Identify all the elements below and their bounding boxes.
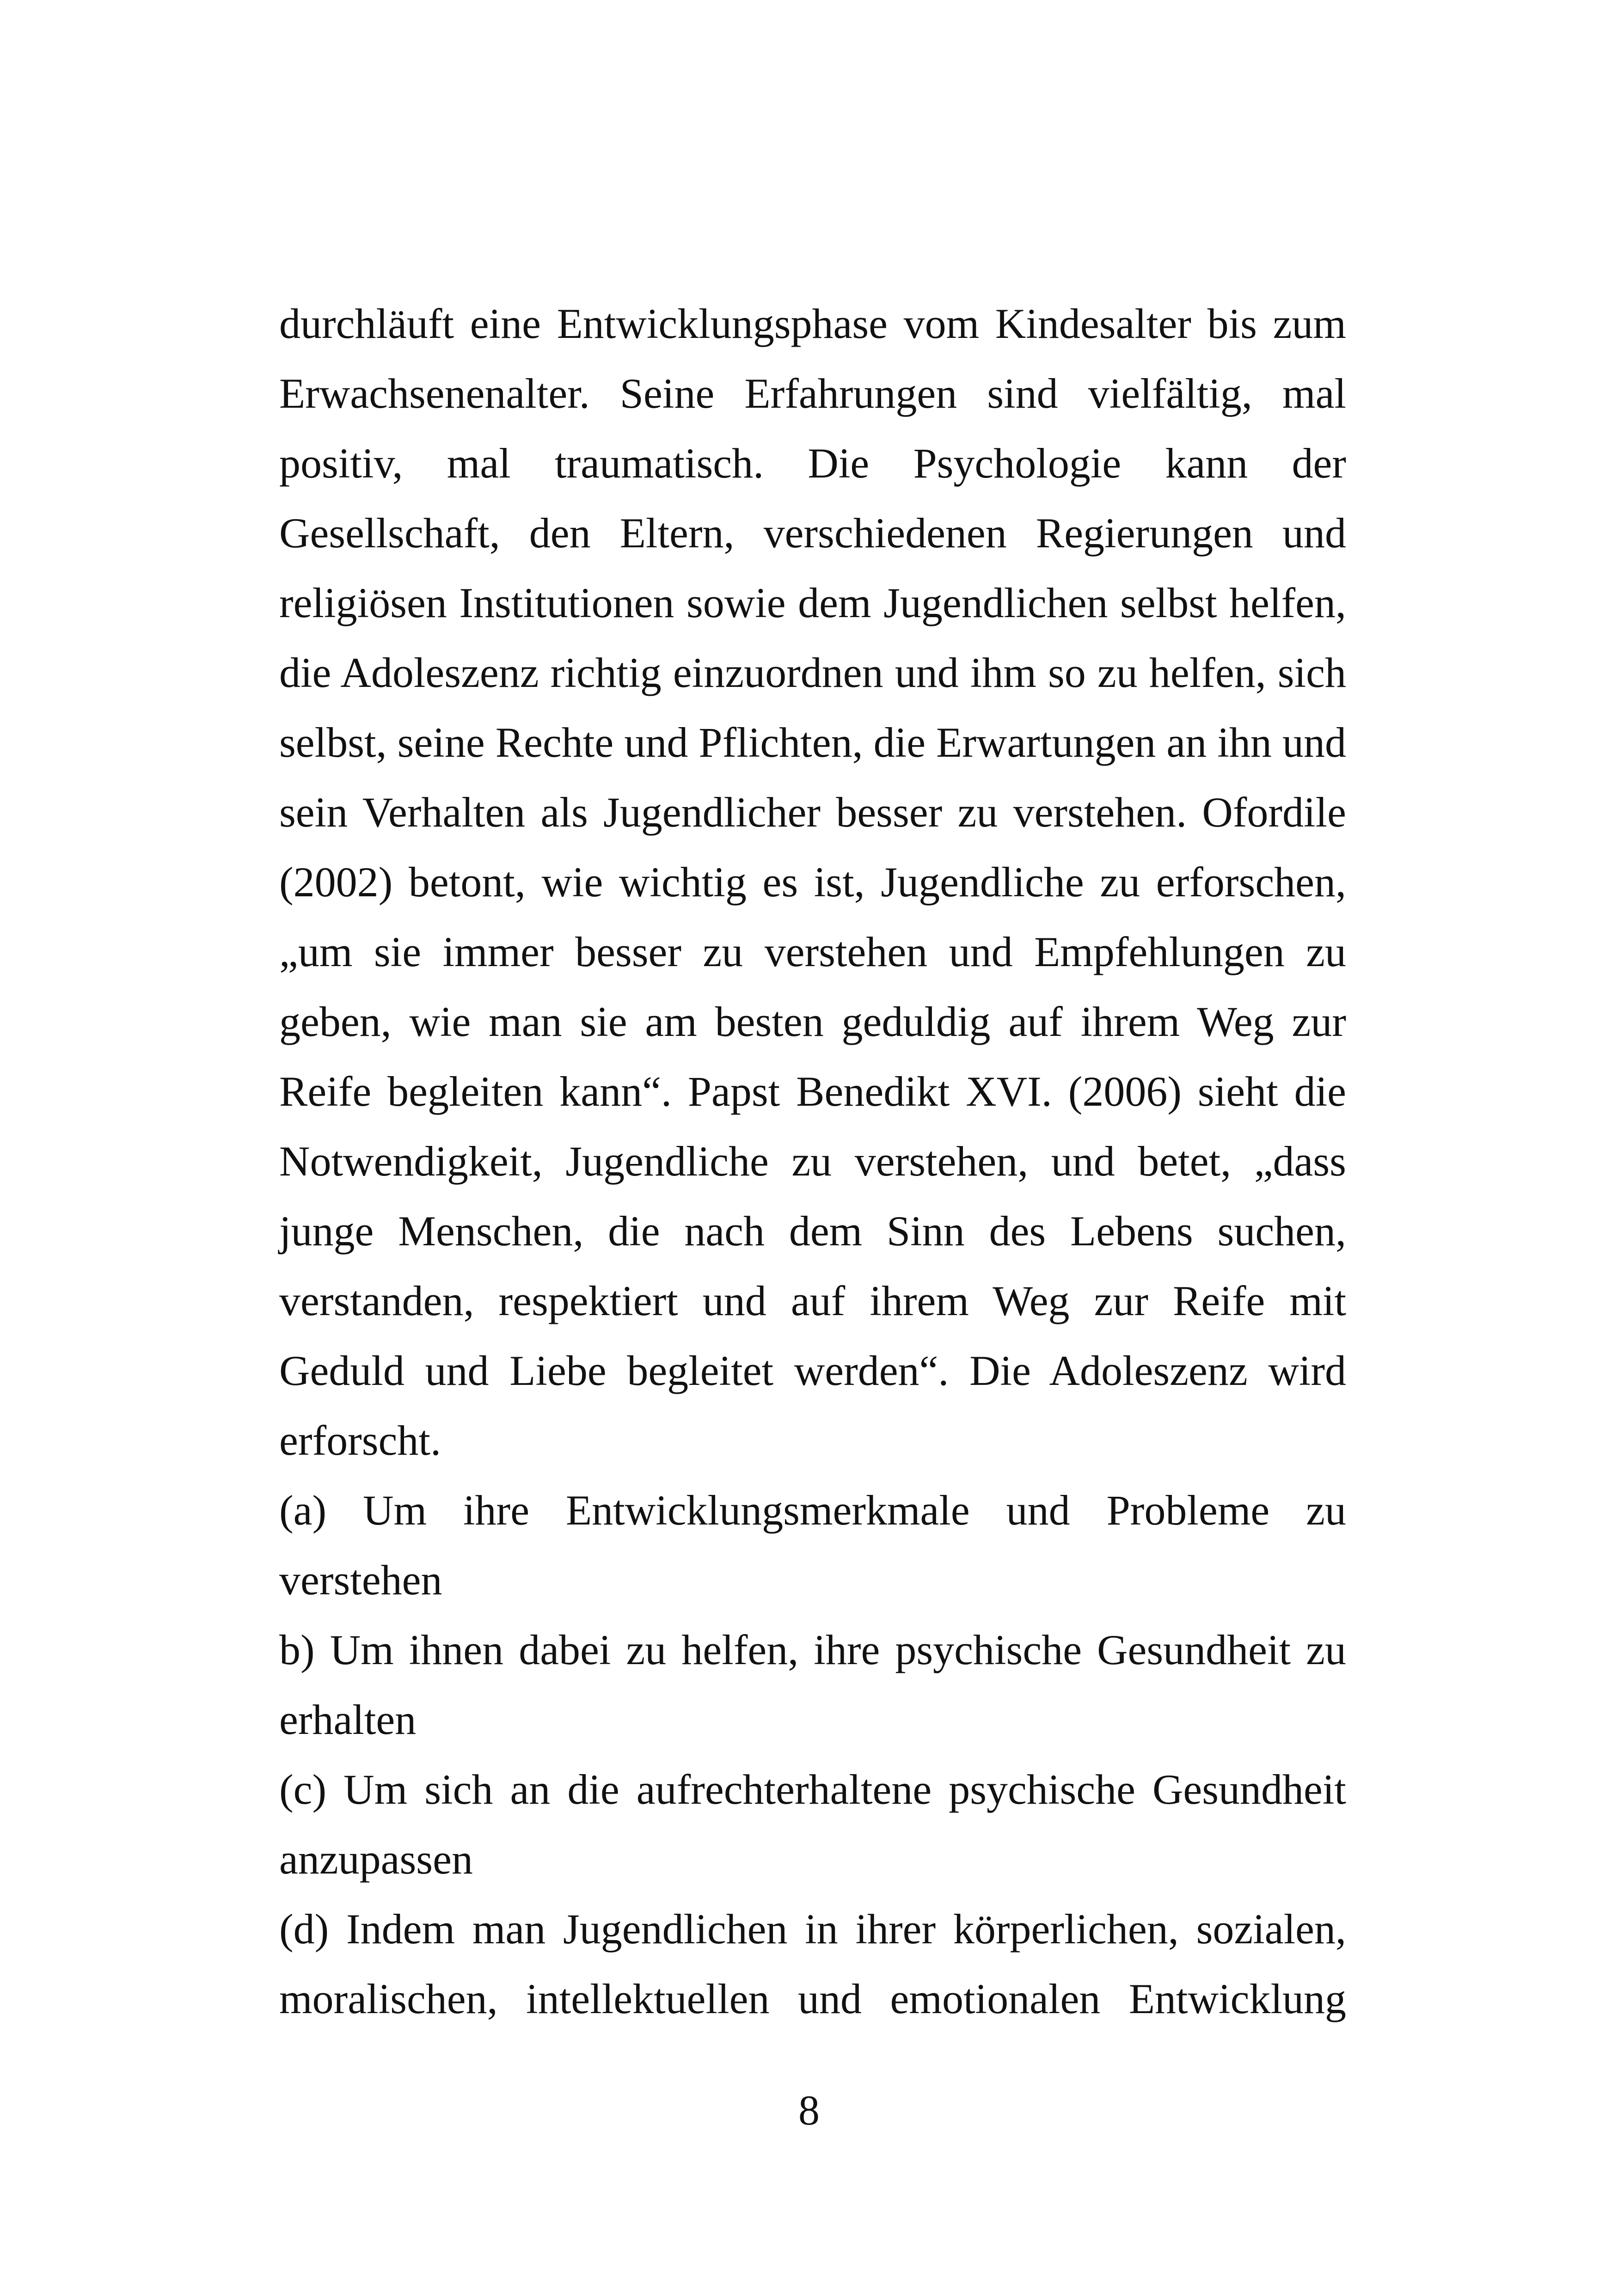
text-line: geben, wie man sie am besten geduldig auf ihrem Weg zur — [279, 998, 1346, 1045]
text-line: durchläuft eine Entwicklungsphase vom Kindesalter bis zum — [279, 300, 1346, 347]
text-line: religiösen Institutionen sowie dem Jugendlichen selbst helfen, — [279, 579, 1346, 626]
text-line: erforscht. — [279, 1417, 441, 1464]
text-line: anzupassen — [279, 1836, 473, 1883]
text-line: b) Um ihnen dabei zu helfen, ihre psychische Gesundheit zu — [279, 1626, 1346, 1673]
text-line: sein Verhalten als Jugendlicher besser zu verstehen. Ofordile — [279, 789, 1346, 836]
text-line: Reife begleiten kann“. Papst Benedikt XVI. (2006) sieht die — [279, 1068, 1346, 1115]
text-line: verstanden, respektiert und auf ihrem Weg zur Reife mit — [279, 1277, 1346, 1324]
text-line: positiv, mal traumatisch. Die Psychologie kann der — [279, 440, 1346, 487]
text-line: (c) Um sich an die aufrechterhaltene psychische Gesundheit — [279, 1766, 1346, 1813]
text-line: Gesellschaft, den Eltern, verschiedenen Regierungen und — [279, 509, 1346, 557]
text-line: moralischen, intellektuellen und emotionalen Entwicklung — [279, 1975, 1346, 2022]
text-line: die Adoleszenz richtig einzuordnen und ihm so zu helfen, sich — [279, 649, 1346, 696]
page-number: 8 — [798, 2087, 820, 2134]
text-line: erhalten — [279, 1696, 417, 1743]
text-line: Geduld und Liebe begleitet werden“. Die Adoleszenz wird — [279, 1347, 1346, 1394]
text-line: junge Menschen, die nach dem Sinn des Lebens suchen, — [279, 1207, 1346, 1255]
text-line: Erwachsenenalter. Seine Erfahrungen sind vielfältig, mal — [279, 370, 1346, 417]
text-line: (a) Um ihre Entwicklungsmerkmale und Probleme zu — [279, 1487, 1346, 1534]
body-text — [279, 289, 1346, 2034]
text-line: selbst, seine Rechte und Pflichten, die Erwartungen an ihn und — [279, 719, 1346, 766]
text-line: „um sie immer besser zu verstehen und Empfehlungen zu — [279, 928, 1346, 975]
text-line: Notwendigkeit, Jugendliche zu verstehen, und betet, „dass — [279, 1138, 1346, 1185]
text-line: (d) Indem man Jugendlichen in ihrer körperlichen, sozialen, — [279, 1905, 1346, 1953]
text-line: (2002) betont, wie wichtig es ist, Jugendliche zu erforschen, — [279, 858, 1346, 906]
text-line: verstehen — [279, 1556, 442, 1604]
